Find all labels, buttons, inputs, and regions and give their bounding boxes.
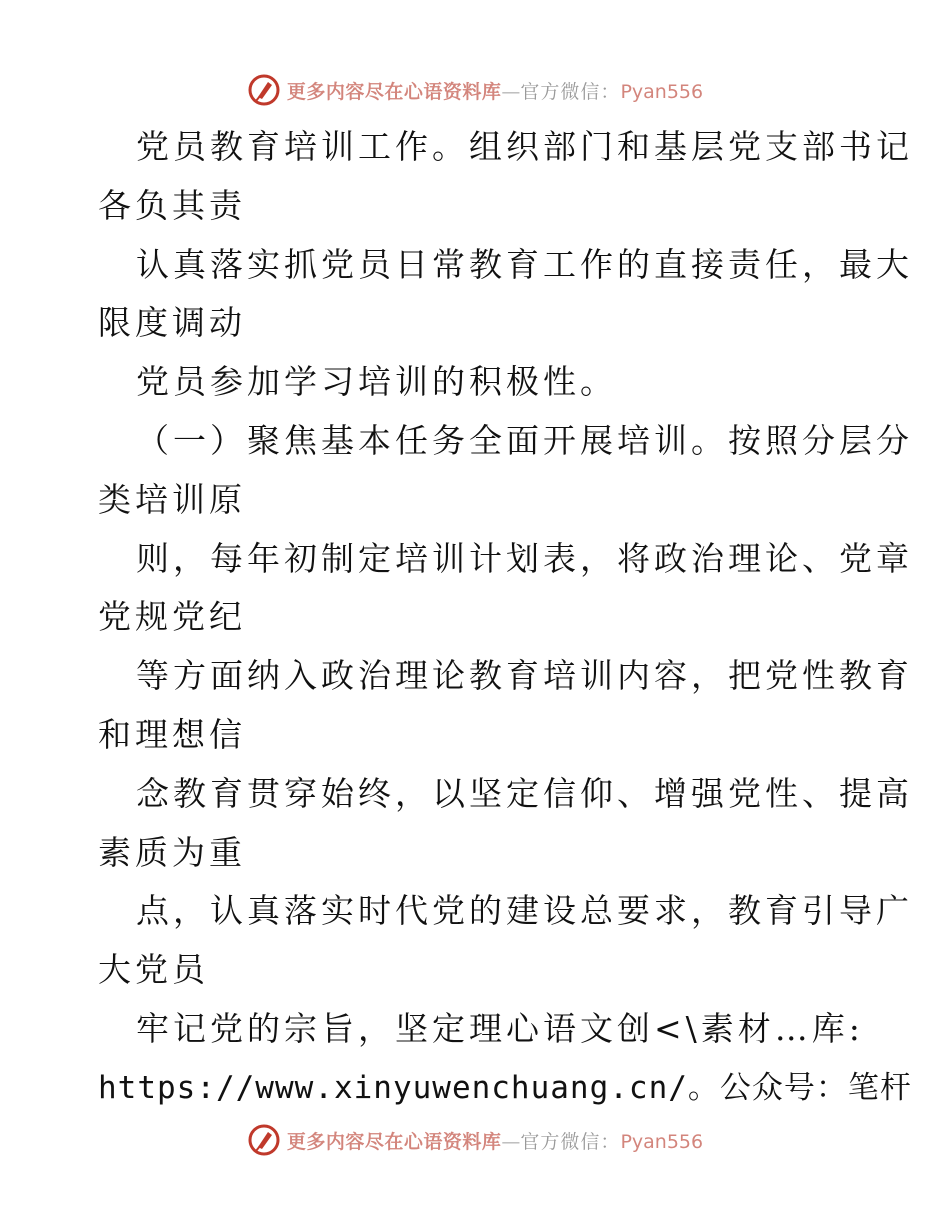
text-line: 等方面纳入政治理论教育培训内容，把党性教育 <box>136 656 913 696</box>
text-line: 认真落实抓党员日常教育工作的直接责任，最大 <box>136 244 913 284</box>
watermark-dash: — <box>501 1130 521 1153</box>
watermark-wechat-id: Pyan556 <box>620 80 704 103</box>
watermark-brand: 更多内容尽在心语资料库 <box>286 1130 502 1153</box>
text-line: 类培训原 <box>98 479 246 519</box>
watermark-official-label: 官方微信： <box>520 80 621 103</box>
text-line: 限度调动 <box>98 303 246 343</box>
text-line: 则，每年初制定培训计划表，将政治理论、党章 <box>136 538 913 578</box>
text-line: 党员参加学习培训的积极性。 <box>136 362 617 402</box>
watermark-dash: — <box>501 80 521 103</box>
text-line: （一）聚焦基本任务全面开展培训。按照分层分 <box>136 420 913 460</box>
text-line: 点，认真落实时代党的建设总要求，教育引导广 <box>136 891 913 931</box>
footer-watermark <box>0 1120 950 1160</box>
body-text <box>98 118 913 1118</box>
watermark-brand: 更多内容尽在心语资料库 <box>286 80 502 103</box>
text-line: 念教育贯穿始终，以坚定信仰、增强党性、提高 <box>136 773 913 813</box>
header-watermark <box>0 70 950 110</box>
text-line: 和理想信 <box>98 714 246 754</box>
text-line: 素质为重 <box>98 832 246 872</box>
pen-nib-circle-icon <box>247 1123 281 1157</box>
text-line: 牢记党的宗旨，坚定理心语文创<\素材…库: <box>136 1008 864 1048</box>
text-line-url: https://www.xinyuwenchuang.cn/。公众号：笔杆 <box>98 1069 912 1106</box>
text-line: 党规党纪 <box>98 597 246 637</box>
pen-nib-circle-icon <box>247 73 281 107</box>
text-line: 党员教育培训工作。组织部门和基层党支部书记 <box>136 127 913 166</box>
watermark-official-label: 官方微信： <box>520 1130 621 1153</box>
watermark-wechat-id: Pyan556 <box>620 1130 704 1153</box>
text-line: 各负其责 <box>98 185 246 225</box>
text-line: 大党员 <box>98 950 209 990</box>
